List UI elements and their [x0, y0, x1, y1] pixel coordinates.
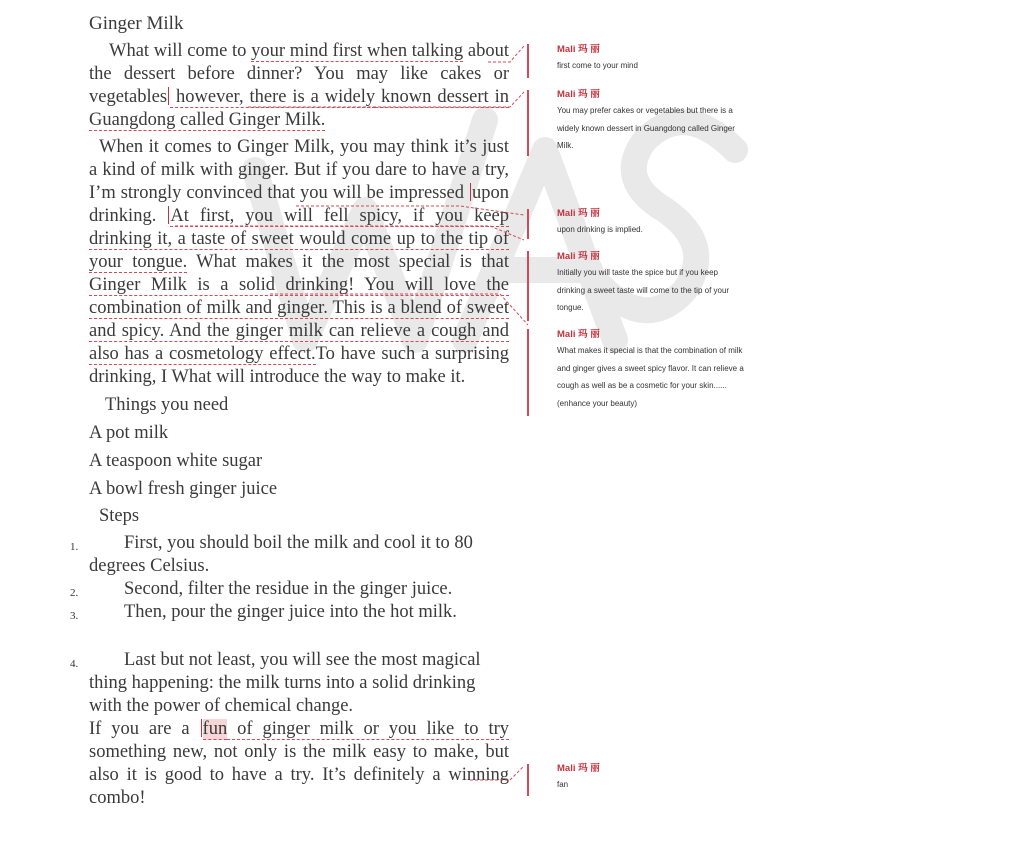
- comment-text: upon drinking is implied.: [557, 225, 643, 234]
- comment-text: What makes it special is that the combination of milk and ginger gives a sweet spicy flavor. It can relieve a cough as well as be a cosmetic for your skin......(enhance your beauty): [557, 346, 744, 408]
- comment-text: fan: [557, 780, 569, 789]
- ingredient-item: A teaspoon white sugar: [89, 451, 263, 471]
- step-number: 4.: [70, 658, 79, 670]
- steps-heading: Steps: [99, 506, 140, 526]
- document-title: Ginger Milk: [89, 13, 184, 34]
- paragraph-description: [89, 136, 509, 389]
- comment-author: Mali 玛 丽: [557, 763, 600, 774]
- comment-author: Mali 玛 丽: [557, 208, 600, 219]
- text-run: What makes it the most special is that: [187, 252, 509, 272]
- comment-author: Mali 玛 丽: [557, 329, 600, 340]
- step-number: 1.: [70, 541, 79, 553]
- comment-text: first come to your mind: [557, 61, 638, 70]
- text-run: about the dessert before dinner? You may like cakes or vegetables: [89, 41, 509, 107]
- text-run: [156, 206, 167, 226]
- ingredient-item: A pot milk: [89, 423, 169, 443]
- ingredient-item: A bowl fresh ginger juice: [89, 479, 278, 499]
- paragraph-closing: [89, 718, 509, 810]
- paragraph-intro: [89, 40, 509, 132]
- steps-list: [70, 532, 509, 718]
- step-number: 3.: [70, 610, 79, 622]
- step-number: 2.: [70, 587, 79, 599]
- text-run: What will come to: [109, 41, 252, 61]
- text-run: If you are a: [89, 719, 200, 739]
- commented-text-6[interactable]: fun: [202, 719, 228, 739]
- comment-author: Mali 玛 丽: [557, 251, 600, 262]
- comment-balloon-4[interactable]: [557, 251, 747, 317]
- commented-text-2[interactable]: however, there is a widely: [170, 87, 376, 107]
- comment-author: Mali 玛 丽: [557, 44, 600, 55]
- comment-anchor-caret: [470, 183, 471, 201]
- text-run: To have such a surprising drinking, I What will introduce the way to make it.: [89, 344, 509, 387]
- comment-balloon-5[interactable]: [557, 329, 747, 412]
- step-item: [70, 601, 509, 624]
- comment-balloon-2[interactable]: [557, 89, 747, 155]
- things-heading: Things you need: [105, 395, 229, 415]
- commented-text-4[interactable]: At first, you will fell spicy, if you keep drinking it, a taste of sweet would come up to the tip of your tongue.: [89, 206, 509, 272]
- step-text: First, you should boil the milk and cool it to 80 degrees Celsius.: [89, 533, 473, 576]
- document-body: [70, 8, 510, 814]
- commented-text-5[interactable]: Ginger Milk is a solid drinking! You will love the combination of milk and ginger. This is a blend of sweet and spicy. And the ginger milk can relieve a cough and also has a cosmetology effect.: [89, 275, 509, 364]
- text-run: When it comes to Ginger Milk, you may think it’s just a kind of milk with ginger. But if you dare to have a try, I’m strongly convinced that you will be impressed: [89, 137, 509, 203]
- commented-text-1[interactable]: your mind first when talking: [251, 41, 464, 61]
- comment-anchor-caret: [168, 87, 169, 105]
- comment-anchor-caret: [201, 719, 202, 737]
- commented-text-6b[interactable]: of ginger milk or you like to try: [227, 719, 509, 739]
- comment-text: Initially you will taste the spice but if you keep drinking a sweet taste will come to the tip of your tongue.: [557, 268, 730, 312]
- comment-balloon-3[interactable]: [557, 208, 747, 239]
- step-text: Second, filter the residue in the ginger juice.: [124, 579, 453, 599]
- text-run: something new, not only is the milk easy to make, but also it is good to have a try. It’s definitely a winning combo!: [89, 742, 509, 808]
- comment-text: You may prefer cakes or vegetables but there is a widely known dessert in Guangdong called Ginger Milk.: [557, 106, 735, 150]
- step-item: [70, 649, 509, 718]
- step-item: [70, 578, 509, 601]
- commented-text-2b[interactable]: known dessert in Guangdong called Ginger Milk.: [89, 87, 510, 130]
- comment-balloon-1[interactable]: [557, 44, 747, 75]
- comment-author: Mali 玛 丽: [557, 89, 600, 100]
- comment-balloon-6[interactable]: [557, 763, 747, 794]
- step-item: [70, 532, 509, 578]
- commented-text-3[interactable]: upon drinking.: [89, 183, 509, 226]
- step-text: Then, pour the ginger juice into the hot milk.: [124, 602, 457, 622]
- step-text: Last but not least, you will see the most magical thing happening: the milk turns into a solid drinking with the power of chemical change.: [89, 650, 481, 716]
